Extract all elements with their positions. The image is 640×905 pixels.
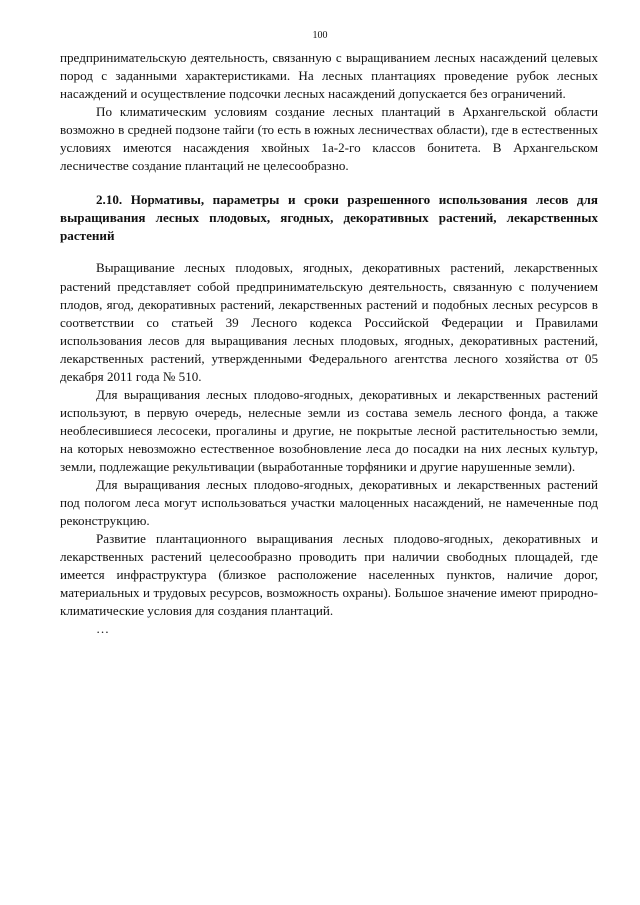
document-body <box>60 49 598 638</box>
paragraph: Выращивание лесных плодовых, ягодных, декоративных растений, лекарственных растений представляет собой предпринимательскую деятельность, связанную с получением плодов, ягод, декоративных растений, лекарственных растений и подобных лесных ресурсов в соответствии со статьей 39 Лесного кодекса Российской Федерации и Правилами использования лесов для выращивания лесных плодовых, ягодных, декоративных растений, лекарственных растений, утвержденными Федерального агентства лесного хозяйства от 05 декабря 2011 года № 510. <box>60 260 598 384</box>
paragraph: Для выращивания лесных плодово-ягодных, декоративных и лекарственных растений под пологом леса могут использоваться участки малоценных насаждений, не намеченные под реконструкцию. <box>60 477 598 529</box>
paragraph: предпринимательскую деятельность, связанную с выращиванием лесных насаждений целевых пород с заданными характеристиками. На лесных плантациях проведение рубок лесных насаждений и осуществление подсочки лесных насаждений допускается без ограничений. <box>60 50 598 102</box>
paragraph: По климатическим условиям создание лесных плантаций в Архангельской области возможно в средней подзоне тайги (то есть в южных лесничествах области), где в естественных условиях имеются насаждения хвойных 1а-2-го классов бонитета. В Архангельском лесничестве создание плантаций не целесообразно. <box>60 104 598 174</box>
paragraph: … <box>96 621 110 637</box>
page-number: 100 <box>312 30 328 41</box>
paragraph: Развитие плантационного выращивания лесных плодово-ягодных, декоративных и лекарственных растений целесообразно проводить при наличии свободных площадей, где имеется инфраструктура (близкое расположение населенных пунктов, наличие дорог, материальных и трудовых ресурсов, возможность охраны). Большое значение имеют природно-климатические условия для создания плантаций. <box>60 531 598 619</box>
section-heading: 2.10. Нормативы, параметры и сроки разрешенного использования лесов для выращивания лесных плодовых, ягодных, декоративных растений, лекарственных растений <box>60 192 598 244</box>
paragraph: Для выращивания лесных плодово-ягодных, декоративных и лекарственных растений используют, в первую очередь, нелесные земли из состава земель лесного фонда, а также необлесившиеся лесосеки, прогалины и другие, не покрытые лесной растительностью земли, на которых невозможно естественное возобновление леса до посадки на них лесных культур, земли, подлежащие рекультивации (выработанные торфяники и другие нарушенные земли). <box>60 386 598 474</box>
